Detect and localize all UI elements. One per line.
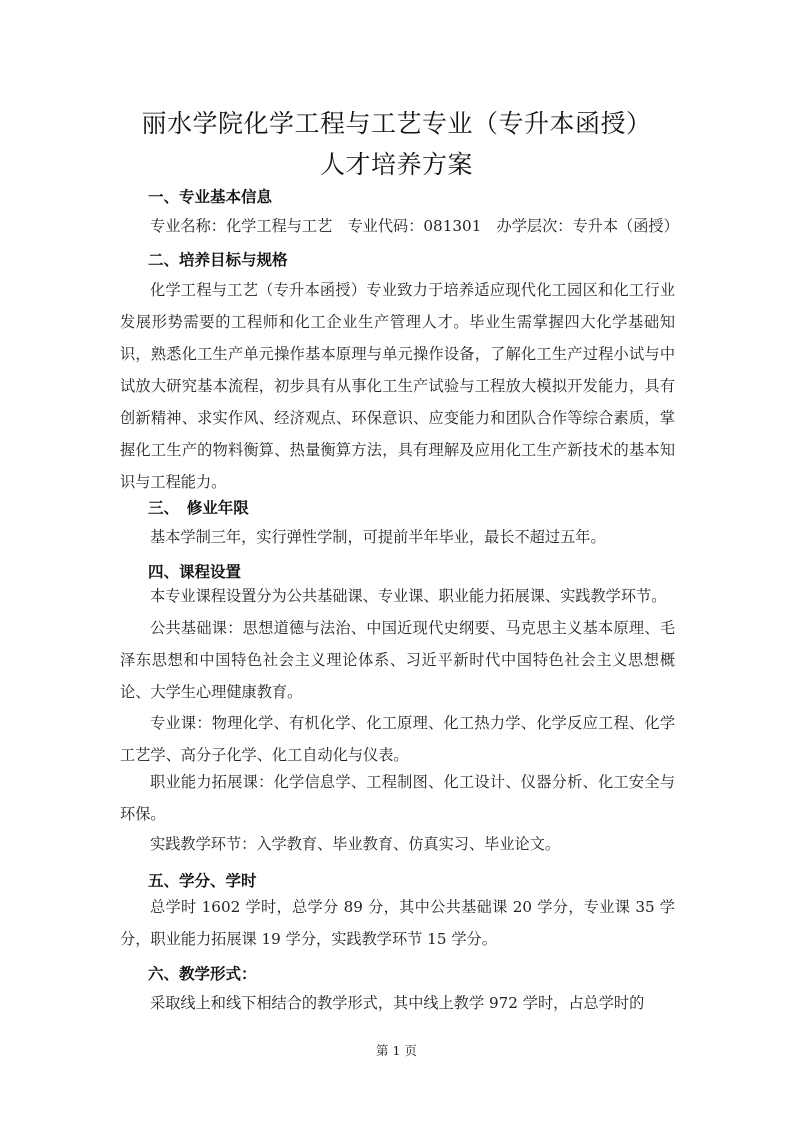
section-heading-goals: 二、培养目标与规格 xyxy=(148,251,288,269)
paragraph-major-courses: 专业课：物理化学、有机化学、化工原理、化工热力学、化学反应工程、化学工艺学、高分子化学、化工自动化与仪表。 xyxy=(120,714,675,764)
section-heading-basic-info: 一、专业基本信息 xyxy=(148,188,273,206)
paragraph-public-courses: 公共基础课：思想道德与法治、中国近现代史纲要、马克思主义基本原理、毛泽东思想和中国特色社会主义理论体系、习近平新时代中国特色社会主义思想概论、大学生心理健康教育。 xyxy=(120,619,675,701)
paragraph-teaching-form: 采取线上和线下相结合的教学形式，其中线上教学 972 学时，占总学时的 xyxy=(150,994,645,1012)
paragraph-basic-info: 专业名称：化学工程与工艺 专业代码：081301 办学层次：专升本（函授） xyxy=(150,217,679,235)
section-heading-credits: 五、学分、学时 xyxy=(148,872,257,890)
page-number: 第 1 页 xyxy=(376,1043,417,1058)
section-heading-teaching-form: 六、教学形式： xyxy=(148,965,257,983)
paragraph-credits: 总学时 1602 学时，总学分 89 分，其中公共基础课 20 学分，专业课 35 学分，职业能力拓展课 19 学分，实践教学环节 15 学分。 xyxy=(120,898,675,948)
section-heading-curriculum: 四、课程设置 xyxy=(148,563,242,581)
paragraph-duration: 基本学制三年，实行弹性学制，可提前半年毕业，最长不超过五年。 xyxy=(150,528,606,546)
paragraph-extension-courses: 职业能力拓展课：化学信息学、工程制图、化工设计、仪器分析、化工安全与环保。 xyxy=(120,773,675,823)
paragraph-practice: 实践教学环节：入学教育、毕业教育、仿真实习、毕业论文。 xyxy=(150,835,561,853)
document-title-line1: 丽水学院化学工程与工艺专业（专升本函授） xyxy=(141,109,652,138)
document-title-line2: 人才培养方案 xyxy=(319,150,473,179)
section-heading-duration: 三、 修业年限 xyxy=(148,499,249,517)
paragraph-curriculum-overview: 本专业课程设置分为公共基础课、专业课、职业能力拓展课、实践教学环节。 xyxy=(150,587,667,605)
paragraph-goals: 化学工程与工艺（专升本函授）专业致力于培养适应现代化工园区和化工行业发展形势需要的工程师和化工企业生产管理人才。毕业生需掌握四大化学基础知识，熟悉化工生产单元操作基本原理与单元操作设备，了解化工生产过程小试与中试放大研究基本流程，初步具有从事化工生产试验与工程放大模拟开发能力，具有创新精神、求实作风、经济观点、环保意识、应变能力和团队合作等综合素质，掌握化工生产的物料衡算、热量衡算方法，具有理解及应用化工生产新技术的基本知识与工程能力。 xyxy=(120,281,675,491)
